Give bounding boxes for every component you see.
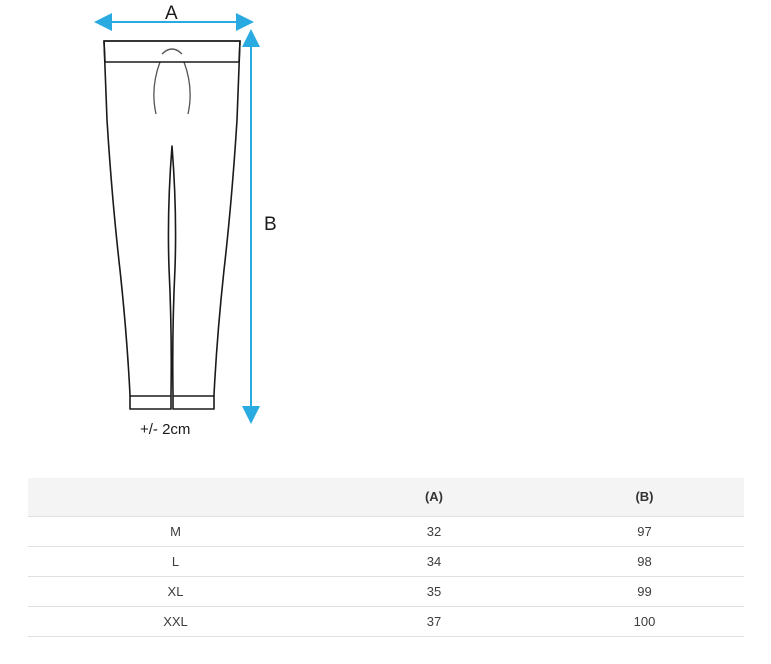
cell-a: 35 (323, 576, 545, 606)
cell-size: M (28, 516, 323, 546)
cell-size: L (28, 546, 323, 576)
header-a: (A) (323, 478, 545, 516)
tolerance-note: +/- 2cm (140, 421, 191, 438)
table-header-row (28, 478, 744, 516)
table-body (28, 516, 744, 636)
header-b: (B) (545, 478, 744, 516)
table-row (28, 516, 744, 546)
cell-a: 37 (323, 606, 545, 636)
length-dimension-label: B (264, 214, 277, 235)
cell-b: 98 (545, 546, 744, 576)
pants-outline (104, 41, 240, 409)
table-row (28, 606, 744, 636)
table-row (28, 576, 744, 606)
header-size (28, 478, 323, 516)
width-dimension-label: A (165, 3, 178, 24)
cell-size: XL (28, 576, 323, 606)
cell-a: 32 (323, 516, 545, 546)
cell-b: 99 (545, 576, 744, 606)
table-head (28, 478, 744, 516)
cell-size: XXL (28, 606, 323, 636)
cell-a: 34 (323, 546, 545, 576)
cell-b: 100 (545, 606, 744, 636)
size-table (28, 478, 744, 637)
cell-b: 97 (545, 516, 744, 546)
table-row (28, 546, 744, 576)
